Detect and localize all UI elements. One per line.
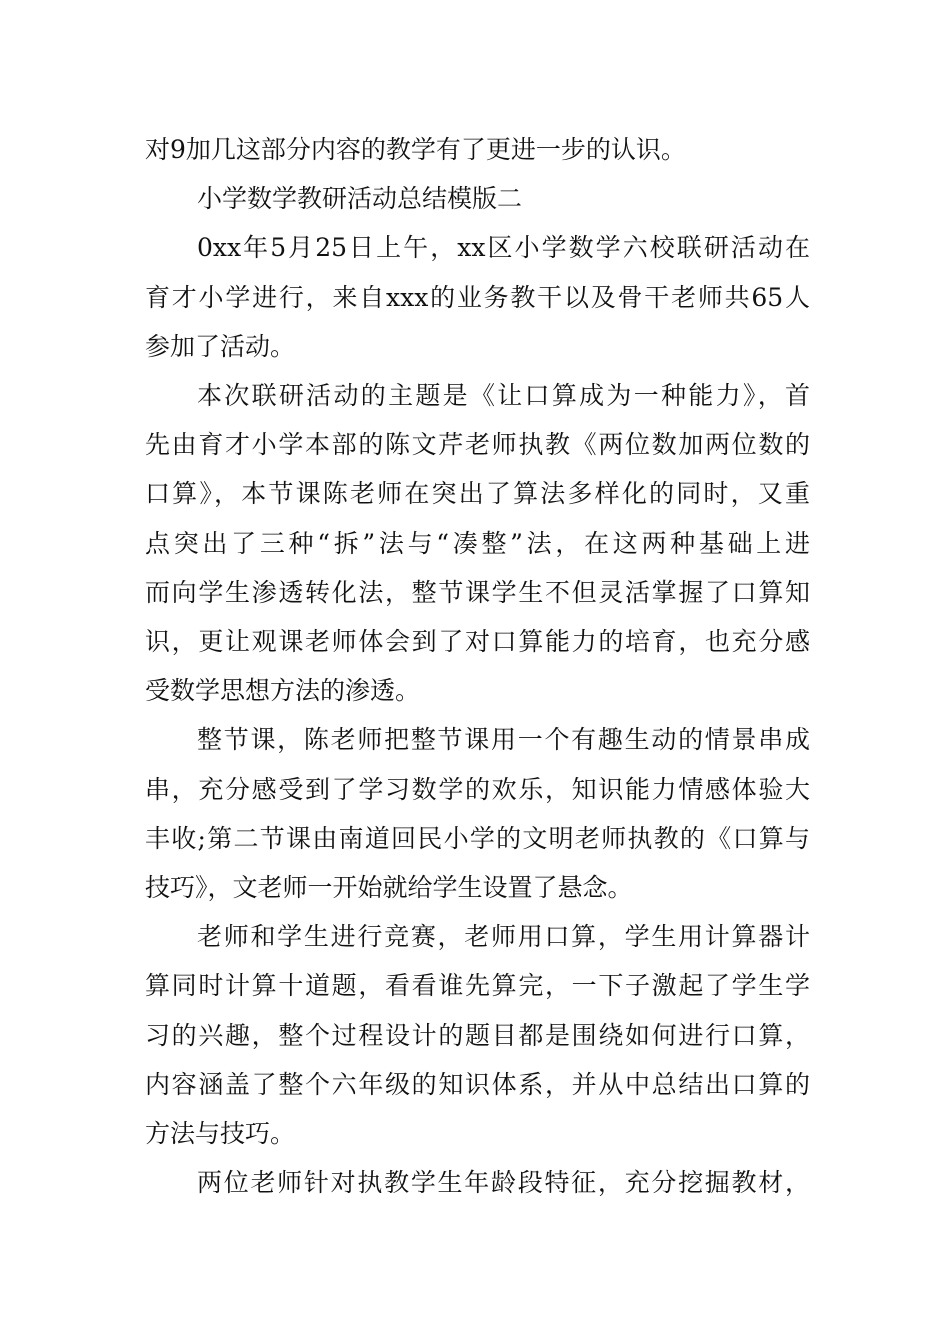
text-line: 习的兴趣，整个过程设计的题目都是围绕如何进行口算， xyxy=(145,1020,810,1050)
text-line: 0xx年5月25日上午，xx区小学数学六校联研活动在 xyxy=(197,233,810,263)
text-line: 串，充分感受到了学习数学的欢乐，知识能力情感体验大 xyxy=(145,774,810,804)
text-line: 口算》，本节课陈老师在突出了算法多样化的同时，又重 xyxy=(145,479,810,509)
text-line: 受数学思想方法的渗透。 xyxy=(145,676,421,706)
text-line: 老师和学生进行竞赛，老师用口算，学生用计算器计 xyxy=(197,922,810,952)
text-line: 参加了活动。 xyxy=(145,331,296,361)
text-line: 本次联研活动的主题是《让口算成为一种能力》，首 xyxy=(197,381,810,410)
text-line: 先由育才小学本部的陈文芹老师执教《两位数加两位数的 xyxy=(145,430,810,460)
text-line: 识，更让观课老师体会到了对口算能力的培育，也充分感 xyxy=(145,627,810,656)
text-line: 技巧》，文老师一开始就给学生设置了悬念。 xyxy=(145,873,633,902)
text-line: 方法与技巧。 xyxy=(145,1119,296,1148)
text-line: 小学数学教研活动总结模版二 xyxy=(197,184,523,214)
text-line: 丰收;第二节课由南道回民小学的文明老师执教的《口算与 xyxy=(145,823,810,853)
text-line: 点突出了三种“拆”法与“凑整”法，在这两种基础上进 xyxy=(145,528,810,558)
text-line: 算同时计算十道题，看看谁先算完，一下子激起了学生学 xyxy=(145,971,810,1001)
text-line: 而向学生渗透转化法，整节课学生不但灵活掌握了口算知 xyxy=(145,577,810,607)
text-line: 育才小学进行，来自xxx的业务教干以及骨干老师共65人 xyxy=(145,282,810,312)
text-line: 两位老师针对执教学生年龄段特征，充分挖掘教材， xyxy=(197,1168,810,1198)
text-line: 对9加几这部分内容的教学有了更进一步的认识。 xyxy=(145,135,686,164)
text-line: 整节课，陈老师把整节课用一个有趣生动的情景串成 xyxy=(197,725,810,755)
text-line: 内容涵盖了整个六年级的知识体系，并从中总结出口算的 xyxy=(145,1069,810,1099)
